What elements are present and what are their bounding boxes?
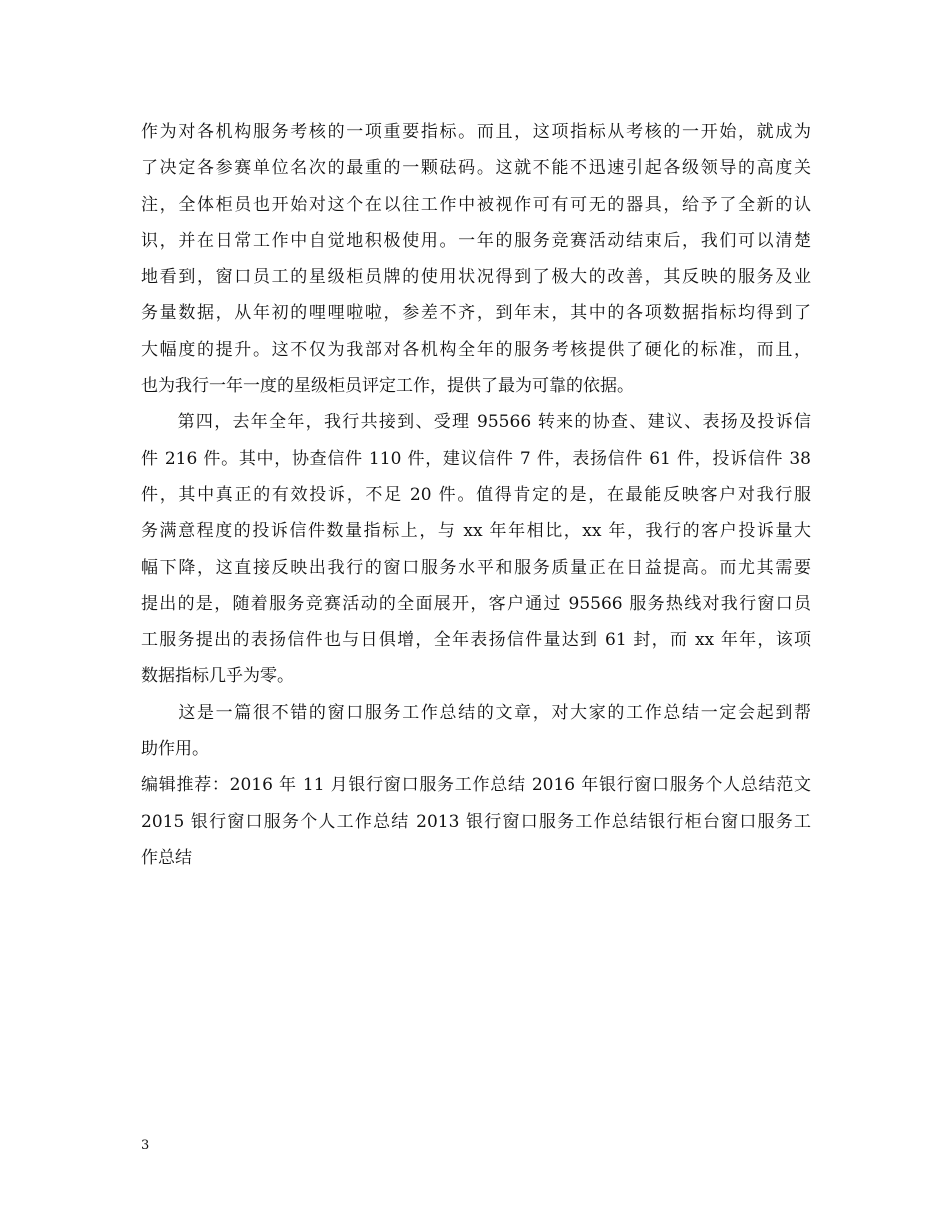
text-line: 数据指标几乎为零。 (141, 666, 294, 687)
text-line: 务量数据，从年初的哩哩啦啦，参差不齐，到年末，其中的各项数据指标均得到了 (141, 303, 811, 324)
text-line: 作为对各机构服务考核的一项重要指标。而且，这项指标从考核的一开始，就成为 (141, 122, 811, 142)
text-line: 助作用。 (141, 739, 209, 760)
text-line: 工服务提出的表扬信件也与日俱增，全年表扬信件量达到 61 封，而 xx 年年，该项 (141, 630, 811, 651)
text-line: 地看到，窗口员工的星级柜员牌的使用状况得到了极大的改善，其反映的服务及业 (141, 267, 811, 288)
text-line: 提出的是，随着服务竞赛活动的全面展开，客户通过 95566 服务热线对我行窗口员 (141, 593, 811, 614)
text-line: 了决定各参赛单位名次的最重的一颗砝码。这就不能不迅速引起各级领导的高度关 (141, 158, 811, 179)
text-line: 2015 银行窗口服务个人工作总结 2013 银行窗口服务工作总结银行柜台窗口服务工 (141, 811, 811, 832)
text-line: 也为我行一年一度的星级柜员评定工作，提供了最为可靠的依据。 (141, 376, 634, 397)
paragraph-complaint-statistics (141, 404, 811, 694)
text-line: 件 216 件。其中，协查信件 110 件，建议信件 7 件，表扬信件 61 件，投诉信件 38 (141, 448, 811, 469)
paragraph-closing-remark (141, 695, 811, 768)
text-line: 件，其中真正的有效投诉，不足 20 件。值得肯定的是，在最能反映客户对我行服 (141, 484, 811, 505)
text-line: 这是一篇很不错的窗口服务工作总结的文章，对大家的工作总结一定会起到帮 (141, 702, 811, 723)
paragraph-service-assessment (141, 114, 811, 404)
page-number: 3 (141, 1138, 150, 1153)
editor-recommendation (141, 767, 811, 876)
text-line: 务满意程度的投诉信件数量指标上，与 xx 年年相比，xx 年，我行的客户投诉量大 (141, 521, 811, 542)
text-line: 大幅度的提升。这不仅为我部对各机构全年的服务考核提供了硬化的标准，而且， (141, 339, 811, 360)
text-line: 幅下降，这直接反映出我行的窗口服务水平和服务质量正在日益提高。而尤其需要 (141, 557, 811, 578)
text-line: 识，并在日常工作中自觉地积极使用。一年的服务竞赛活动结束后，我们可以清楚 (141, 230, 811, 251)
document-body (141, 114, 811, 876)
text-line: 注，全体柜员也开始对这个在以往工作中被视作可有可无的器具，给予了全新的认 (141, 194, 811, 215)
text-line: 作总结 (141, 847, 192, 868)
text-line: 编辑推荐：2016 年 11 月银行窗口服务工作总结 2016 年银行窗口服务个人总结范文 (141, 775, 811, 796)
text-line: 第四，去年全年，我行共接到、受理 95566 转来的协查、建议、表扬及投诉信 (141, 412, 811, 433)
